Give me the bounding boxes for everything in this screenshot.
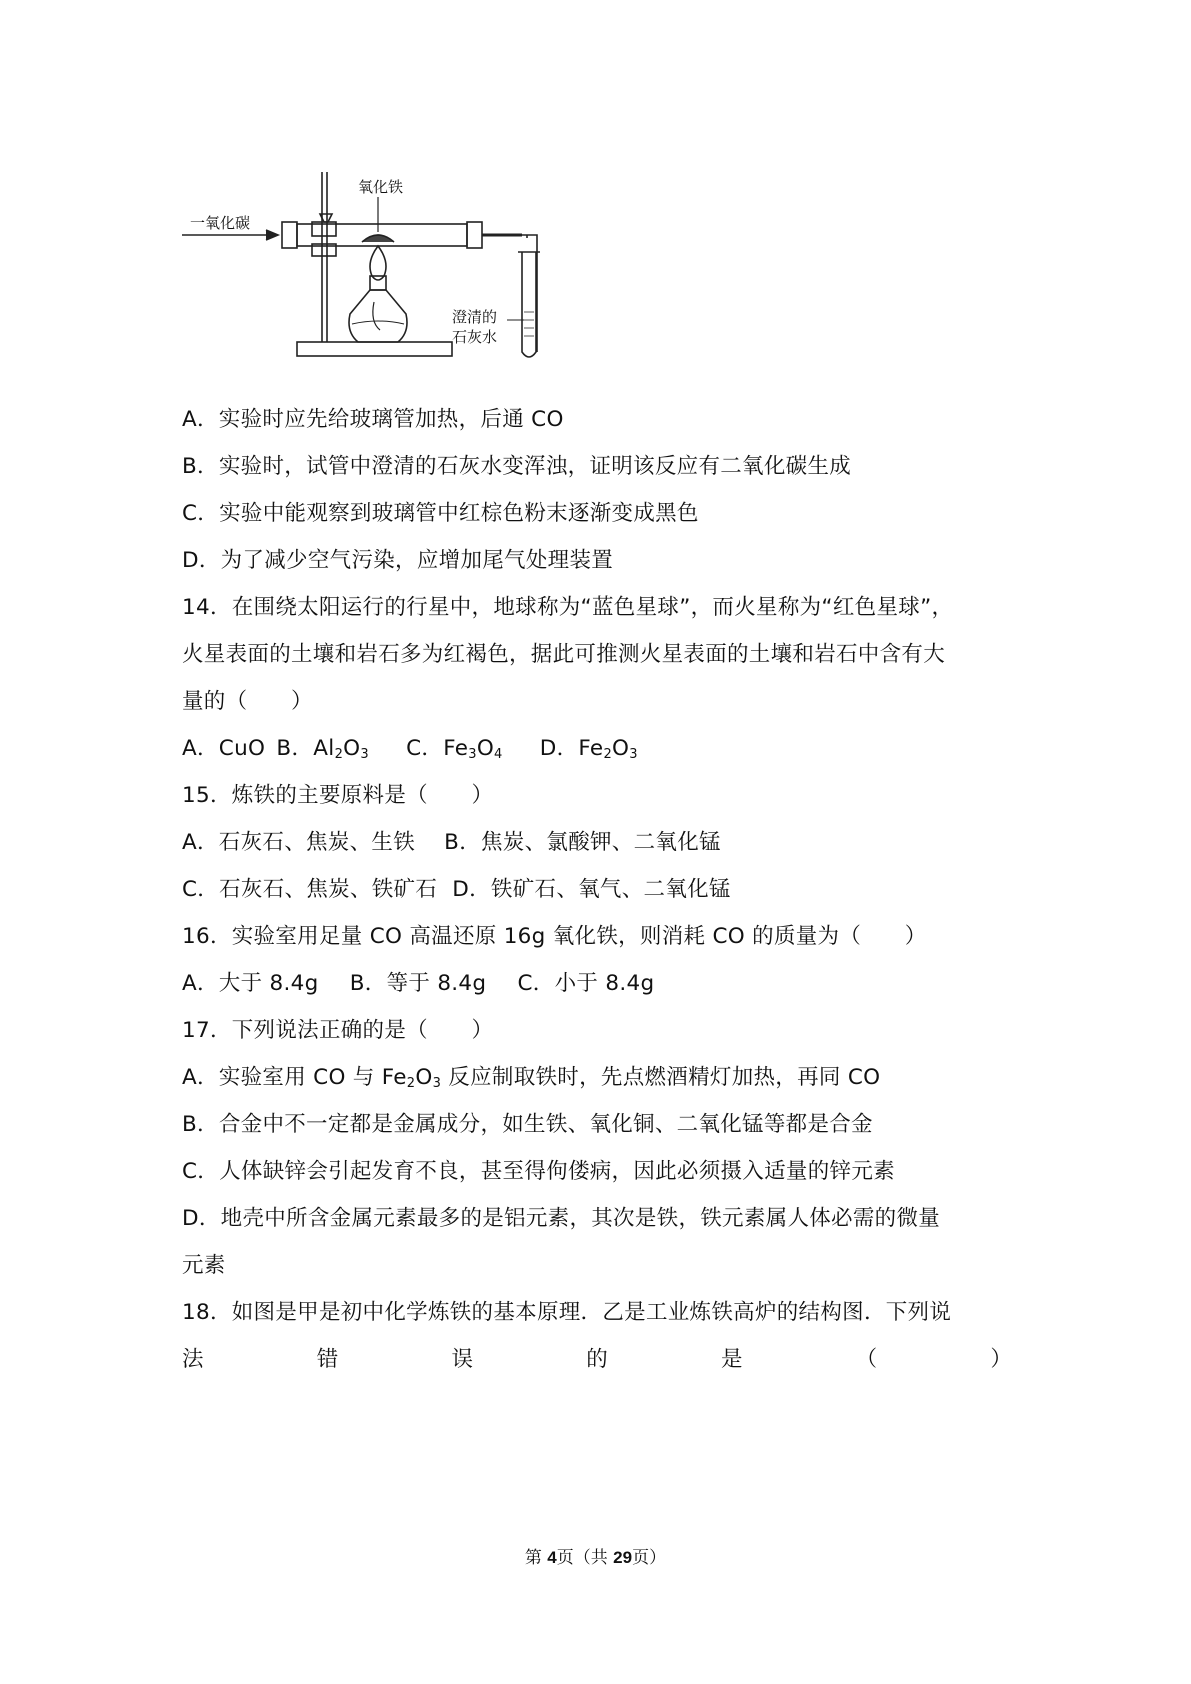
label-co: 一氧化碳 [190,214,251,232]
q18-word: 错 [316,1347,339,1372]
flame [370,246,386,280]
stand-base [297,342,452,356]
q15-option-d: D．铁矿石、氧气、二氧化锰 [452,877,731,902]
q14-option-c: C．$Fe_3O_4$ [406,736,503,762]
q15-stem: 15．炼铁的主要原料是（ ） [182,783,494,808]
page-footer: 第 4页（共 29页） [524,1548,667,1568]
q18-word: 法 [182,1347,204,1372]
q14-stem-line1: 14．在围绕太阳运行的行星中，地球称为“蓝色星球”，而火星称为“红色星球”， [182,595,954,620]
q16-option-b: B．等于 8.4g [349,971,487,996]
iron-oxide-powder [362,235,394,242]
label-iron-oxide: 氧化铁 [358,178,404,196]
q18-word: （ [855,1347,878,1372]
q18-word: ） [990,1347,1012,1372]
q14-options [182,734,638,764]
q17-stem: 17．下列说法正确的是（ ） [182,1018,494,1043]
q13-option-c: C．实验中能观察到玻璃管中红棕色粉末逐渐变成黑色 [182,501,699,526]
q18-word: 的 [586,1347,608,1372]
q13-option-d: D．为了减少空气污染，应增加尾气处理装置 [182,548,614,573]
q16-stem: 16．实验室用足量 CO 高温还原 16g 氧化铁，则消耗 CO 的质量为（ ） [182,924,927,949]
q14-stem-line2: 火星表面的土壤和岩石多为红褐色，据此可推测火星表面的土壤和岩石中含有大 [182,642,946,667]
q16-option-c: C．小于 8.4g [517,971,655,996]
q14-stem-line3: 量的（ ） [182,689,313,714]
alcohol-lamp [349,290,407,342]
q15-option-b: B．焦炭、氯酸钾、二氧化锰 [444,830,721,855]
q17-option-b: B．合金中不一定都是金属成分，如生铁、氧化铜、二氧化锰等都是合金 [182,1112,873,1137]
page-number: 4 [547,1548,557,1567]
q18-stem-line2 [182,1345,1012,1375]
q15-options-row1 [182,828,721,858]
q16-option-a: A．大于 8.4g [182,971,319,996]
q16-options [182,969,654,999]
q18-stem-line1: 18．如图是甲是初中化学炼铁的基本原理．乙是工业炼铁高炉的结构图．下列说 [182,1300,952,1325]
label-limewater-1: 澄清的 [452,308,498,326]
q17-option-d-line2: 元素 [182,1253,226,1278]
q17-option-a: A．实验室用 CO 与 $Fe_2O_3$ 反应制取铁时，先点燃酒精灯加热，再同 CO [182,1065,881,1091]
label-limewater-2: 石灰水 [452,328,498,346]
q17-option-c: C．人体缺锌会引起发育不良，甚至得佝偻病，因此必须摄入适量的锌元素 [182,1159,895,1184]
q14-option-d: D．$Fe_2O_3$ [539,736,638,762]
q14-option-b: B．$Al_2O_3$ [276,736,369,762]
q18-word: 是 [720,1347,743,1372]
q15-option-c: C．石灰石、焦炭、铁矿石 [182,877,438,902]
q17-option-d-line1: D．地壳中所含金属元素最多的是铝元素，其次是铁，铁元素属人体必需的微量 [182,1206,941,1231]
q18-word: 误 [451,1347,473,1372]
q15-options-row2 [182,875,731,905]
test-tube [522,252,536,357]
page-total: 29 [613,1548,633,1567]
q13-option-a: A．实验时应先给玻璃管加热，后通 CO [182,407,564,432]
q14-option-a: A．CuO [182,736,266,761]
q15-option-a: A．石灰石、焦炭、生铁 [182,830,416,855]
q13-option-b: B．实验时，试管中澄清的石灰水变浑浊，证明该反应有二氧化碳生成 [182,454,852,479]
co-reduction-apparatus-figure [182,152,612,392]
